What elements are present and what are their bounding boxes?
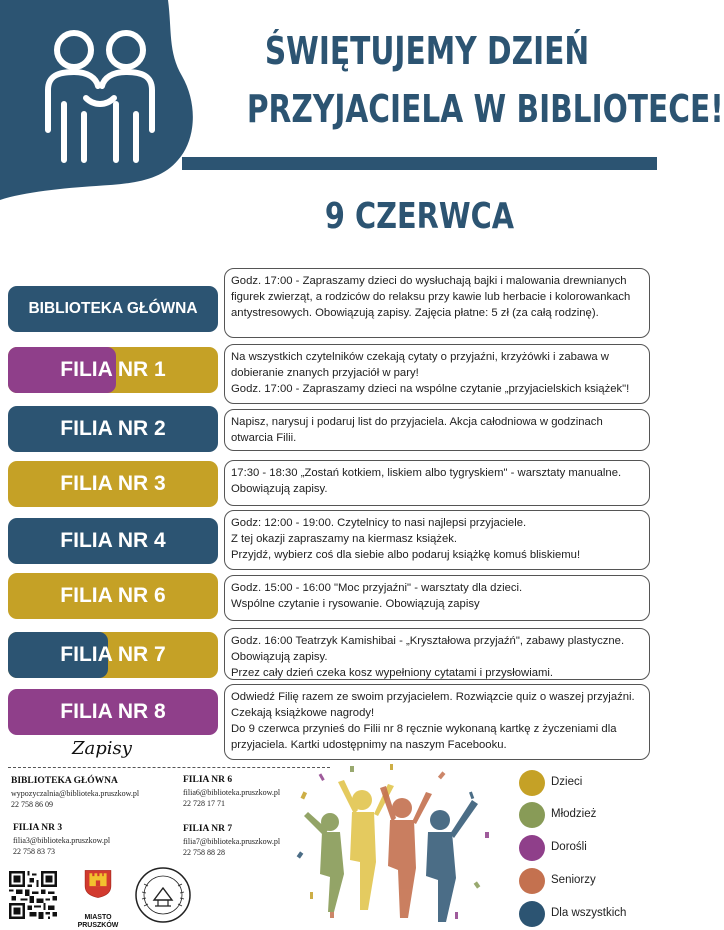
crest-shield-icon (76, 869, 120, 909)
legend-dot (519, 835, 545, 861)
friends-icon (26, 20, 176, 170)
branch-description-filia-2 (224, 409, 650, 451)
contact-filia-7 (183, 822, 280, 858)
legend-item-mlodziez (519, 802, 659, 828)
branch-label-filia-4: FILIA NR 4 (8, 518, 218, 564)
legend-label: Seniorzy (551, 874, 596, 886)
jumping-people-illustration (290, 762, 500, 928)
description-line: Napisz, narysuj i podaruj list do przyjaciela. Akcja całodniowa w godzinach otwarcia Filii. (231, 416, 603, 444)
title-divider (182, 157, 657, 170)
legend-dot (519, 868, 545, 894)
contact-filia-6 (183, 773, 280, 809)
contact-email[interactable]: filia6@biblioteka.pruszkow.pl (183, 788, 281, 797)
contact-email[interactable]: filia7@biblioteka.pruszkow.pl (183, 837, 281, 846)
contact-phone: 22 758 86 09 (11, 800, 53, 809)
description-line: Z tej okazji zapraszamy na kiermasz książek. (231, 533, 458, 545)
branch-label-filia-6: FILIA NR 6 (8, 573, 218, 619)
legend-item-dzieci (519, 770, 659, 796)
branch-description-filia-7 (224, 628, 650, 680)
section-divider (8, 767, 330, 768)
page-title (246, 22, 724, 138)
branch-label-filia-7: FILIA NR 7 (8, 632, 218, 678)
crest-caption-2: PRUSZKÓW (77, 922, 119, 929)
title-line-2: PRZYJACIELA W BIBLIOTECE! (246, 87, 724, 131)
branch-description-filia-3 (224, 460, 650, 506)
contact-email[interactable]: wypozyczalnia@biblioteka.pruszkow.pl (11, 789, 140, 798)
description-line: Godz. 15:00 - 16:00 "Moc przyjaźni" - warsztaty dla dzieci. (231, 582, 523, 594)
contact-name: FILIA NR 7 (183, 824, 233, 834)
library-seal (134, 866, 192, 924)
branch-description-biblioteka-glowna (224, 268, 650, 338)
contact-filia-3 (13, 821, 110, 857)
contact-email[interactable]: filia3@biblioteka.pruszkow.pl (13, 836, 111, 845)
branch-label-filia-1: FILIA NR 1 (8, 347, 218, 393)
contact-phone: 22 758 83 73 (13, 847, 55, 856)
legend-dot (519, 901, 545, 927)
description-line: Odwiedź Filię razem ze swoim przyjacielem. Rozwiązcie quiz o waszej przyjaźni. Czekają książkowe nagrody! (231, 691, 635, 719)
city-crest (76, 869, 120, 929)
description-line: Godz: 12:00 - 19:00. Czytelnicy to nasi najlepsi przyjaciele. (231, 517, 527, 529)
branch-description-filia-1 (224, 344, 650, 404)
crest-caption-1: MIASTO (84, 914, 112, 921)
contact-phone: 22 728 17 71 (183, 799, 225, 808)
signup-heading: Zapisy (72, 738, 132, 759)
description-line: Przyjdź, wybierz coś dla siebie albo podaruj książkę komuś bliskiemu! (231, 549, 581, 561)
branch-label-filia-3: FILIA NR 3 (8, 461, 218, 507)
event-date: 9 CZERWCA (324, 196, 515, 237)
description-line: Do 9 czerwca przynieś do Filii nr 8 ręcznie wykonaną kartkę z życzeniami dla przyjaciela. Kartki udostępnimy na naszym Facebooku. (231, 723, 617, 751)
contact-name: BIBLIOTEKA GŁÓWNA (11, 776, 118, 786)
description-line: Godz. 16:00 Teatrzyk Kamishibai - „Kryształowa przyjaźń", zabawy plastyczne. Obowiązują zapisy. (231, 635, 625, 663)
branch-label-biblioteka-glowna: BIBLIOTEKA GŁÓWNA (8, 286, 218, 332)
contact-name: FILIA NR 3 (13, 823, 63, 833)
legend-dot (519, 770, 545, 796)
branch-description-filia-6 (224, 575, 650, 621)
legend-label: Młodzież (551, 808, 597, 820)
branch-description-filia-4 (224, 510, 650, 570)
description-line: Godz. 17:00 - Zapraszamy dzieci na wspólne czytanie „przyjacielskich książek"! (231, 383, 630, 395)
contact-phone: 22 758 88 28 (183, 848, 225, 857)
contact-name: FILIA NR 6 (183, 775, 233, 785)
legend-item-dla-wszystkich (519, 901, 659, 927)
branch-label-filia-8: FILIA NR 8 (8, 689, 218, 735)
legend-dot (519, 802, 545, 828)
legend-label: Dorośli (551, 841, 587, 853)
description-line: Wspólne czytanie i rysowanie. Obowiązują zapisy (231, 598, 480, 610)
description-line: Na wszystkich czytelników czekają cytaty o przyjaźni, krzyżówki i zabawa w dobieranie znanych przyjaciół w pary! (231, 351, 609, 379)
legend-item-seniorzy (519, 868, 659, 894)
qr-code[interactable] (9, 871, 57, 919)
branch-description-filia-8 (224, 684, 650, 760)
legend-label: Dla wszystkich (551, 907, 627, 919)
contact-biblioteka-glowna (11, 774, 139, 810)
branch-label-filia-2: FILIA NR 2 (8, 406, 218, 452)
description-line: Godz. 17:00 - Zapraszamy dzieci do wysłuchają bajki i malowania drewnianych figurek zwierząt, a rodziców do relaksu przy kawie lub herbacie i kolorowankach antystresowych. Obowiązują zapisy. Zajęcia płatne: 5 zł (za całą rodzinę). (231, 275, 631, 319)
description-line: Przez cały dzień czeka kosz wypełniony cytatami i przysłowiami. (231, 667, 554, 679)
legend-item-dorosli (519, 835, 659, 861)
legend-label: Dzieci (551, 776, 583, 788)
title-line-1: ŚWIĘTUJEMY DZIEŃ (264, 29, 590, 73)
description-line: 17:30 - 18:30 „Zostań kotkiem, liskiem albo tygryskiem" - warsztaty manualne. Obowiązują zapisy. (231, 467, 622, 495)
